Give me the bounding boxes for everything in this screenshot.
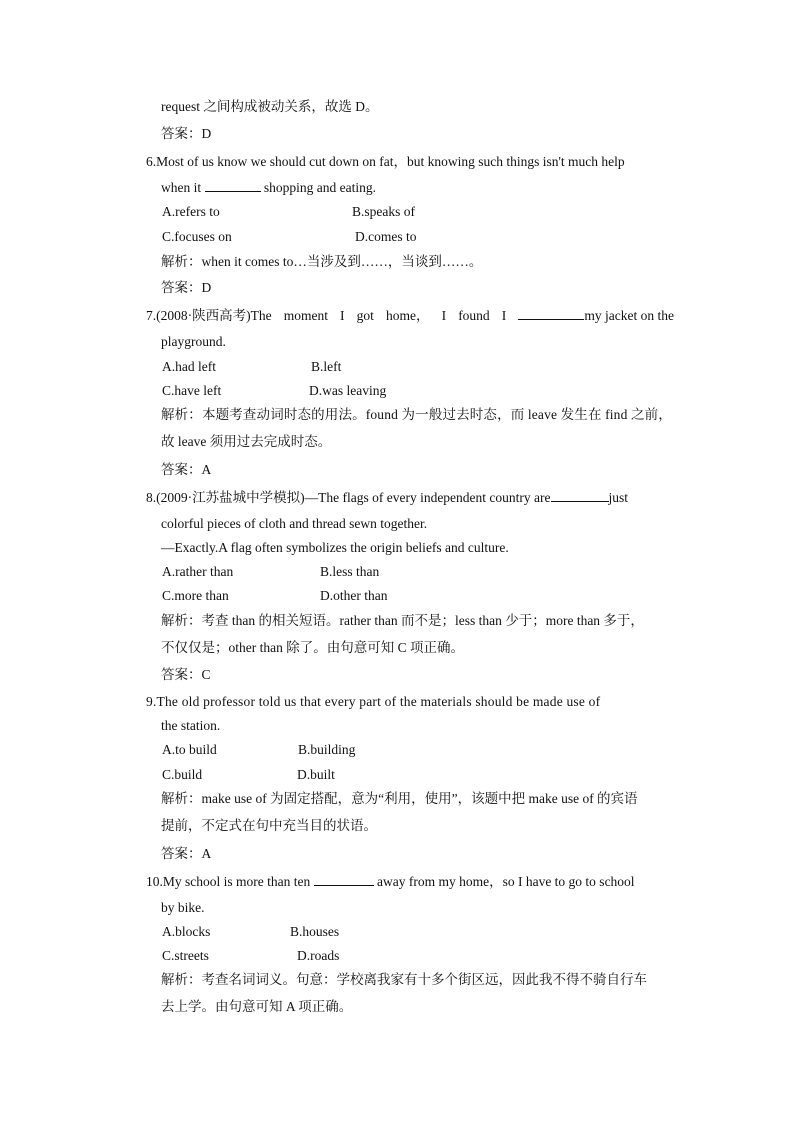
q8-option-a: A.rather than bbox=[162, 564, 234, 579]
q8-stem-line1 bbox=[146, 491, 628, 505]
q6-answer-blank bbox=[205, 181, 261, 192]
q7-option-a: A.had left bbox=[162, 359, 216, 374]
q10-explanation-2: 去上学。由句意可知 A 项正确。 bbox=[161, 999, 353, 1014]
q10-option-b: B.houses bbox=[290, 924, 340, 939]
q7-word: home， bbox=[386, 308, 430, 323]
q8-stem-line2: colorful pieces of cloth and thread sewn together. bbox=[161, 516, 428, 531]
q7-answer-blank bbox=[518, 309, 584, 320]
q8-stem-line3: —Exactly.A flag often symbolizes the origin beliefs and culture. bbox=[161, 540, 509, 555]
q6-option-d: D.comes to bbox=[355, 229, 417, 244]
q6-option-b: B.speaks of bbox=[352, 204, 415, 219]
q9-option-a: A.to build bbox=[162, 742, 217, 757]
q8-explanation-2: 不仅仅是；other than 除了。由句意可知 C 项正确。 bbox=[161, 640, 464, 655]
q10-stem-line2: by bike. bbox=[161, 900, 205, 915]
q7-word: found bbox=[458, 308, 490, 323]
q9-stem-line2: the station. bbox=[161, 718, 221, 733]
q6-explanation: 解析：when it comes to…当涉及到……，当谈到……。 bbox=[161, 254, 483, 269]
q6-stem-line1: 6.Most of us know we should cut down on fat，but knowing such things isn't much help bbox=[146, 154, 625, 169]
q7-word: I bbox=[340, 308, 345, 323]
q8-option-d: D.other than bbox=[320, 588, 388, 603]
q9-answer: 答案：A bbox=[161, 846, 212, 861]
q10-option-c: C.streets bbox=[162, 948, 209, 963]
q9-explanation-1: 解析：make use of 为固定搭配，意为“利用，使用”，该题中把 make use of 的宾语 bbox=[161, 791, 638, 806]
q7-word: I bbox=[441, 308, 447, 323]
q7-word: 7.(2008·陕西高考)The bbox=[146, 308, 272, 323]
q10-stem-text-a: 10.My school is more than ten bbox=[146, 874, 311, 889]
q5-explanation-cont: request 之间构成被动关系，故选 D。 bbox=[161, 99, 379, 114]
q7-stem-end bbox=[518, 309, 674, 323]
q8-stem-text-a: 8.(2009·江苏盐城中学模拟)—The flags of every independent country are bbox=[146, 490, 551, 505]
q7-stem-line1 bbox=[146, 309, 674, 323]
q8-answer-blank bbox=[551, 491, 609, 502]
q10-answer-blank bbox=[314, 875, 374, 886]
q5-answer: 答案：D bbox=[161, 126, 212, 141]
q10-stem-text-b: away from my home，so I have to go to school bbox=[376, 874, 635, 889]
q10-explanation-1: 解析：考查名词词义。句意：学校离我家有十多个街区远，因此我不得不骑自行车 bbox=[161, 972, 647, 987]
q9-option-d: D.built bbox=[297, 767, 335, 782]
q8-option-c: C.more than bbox=[162, 588, 229, 603]
q9-option-b: B.building bbox=[298, 742, 356, 757]
q6-stem-text-b: shopping and eating. bbox=[263, 180, 376, 195]
q7-stem-end-text: my jacket on the bbox=[584, 308, 674, 323]
q7-word: got bbox=[356, 308, 374, 323]
q7-word: moment bbox=[283, 308, 328, 323]
q7-stem-line2: playground. bbox=[161, 334, 226, 349]
q7-explanation-2: 故 leave 须用过去完成时态。 bbox=[161, 434, 332, 449]
q6-option-a: A.refers to bbox=[162, 204, 220, 219]
q7-option-c: C.have left bbox=[162, 383, 222, 398]
q6-stem-text-a: when it bbox=[161, 180, 202, 195]
q10-option-a: A.blocks bbox=[162, 924, 211, 939]
q10-stem-line1 bbox=[146, 875, 635, 889]
q8-answer: 答案：C bbox=[161, 667, 211, 682]
q7-answer: 答案：A bbox=[161, 462, 212, 477]
q6-option-c: C.focuses on bbox=[162, 229, 232, 244]
q7-option-b: B.left bbox=[311, 359, 342, 374]
q9-stem-line1: 9.The old professor told us that every part of the materials should be made use of bbox=[146, 694, 601, 709]
q6-stem-line2 bbox=[161, 181, 376, 195]
q9-option-c: C.build bbox=[162, 767, 203, 782]
q8-explanation-1: 解析：考查 than 的相关短语。rather than 而不是；less than 少于；more than 多于， bbox=[161, 613, 644, 628]
q7-option-d: D.was leaving bbox=[309, 383, 387, 398]
q8-option-b: B.less than bbox=[320, 564, 380, 579]
q9-explanation-2: 提前，不定式在句中充当目的状语。 bbox=[161, 818, 377, 833]
q7-word: I bbox=[501, 308, 507, 323]
q7-explanation-1: 解析：本题考查动词时态的用法。found 为一般过去时态，而 leave 发生在 find 之前， bbox=[161, 407, 672, 422]
q10-option-d: D.roads bbox=[297, 948, 340, 963]
q8-stem-text-b: just bbox=[608, 490, 629, 505]
q6-answer: 答案：D bbox=[161, 280, 212, 295]
